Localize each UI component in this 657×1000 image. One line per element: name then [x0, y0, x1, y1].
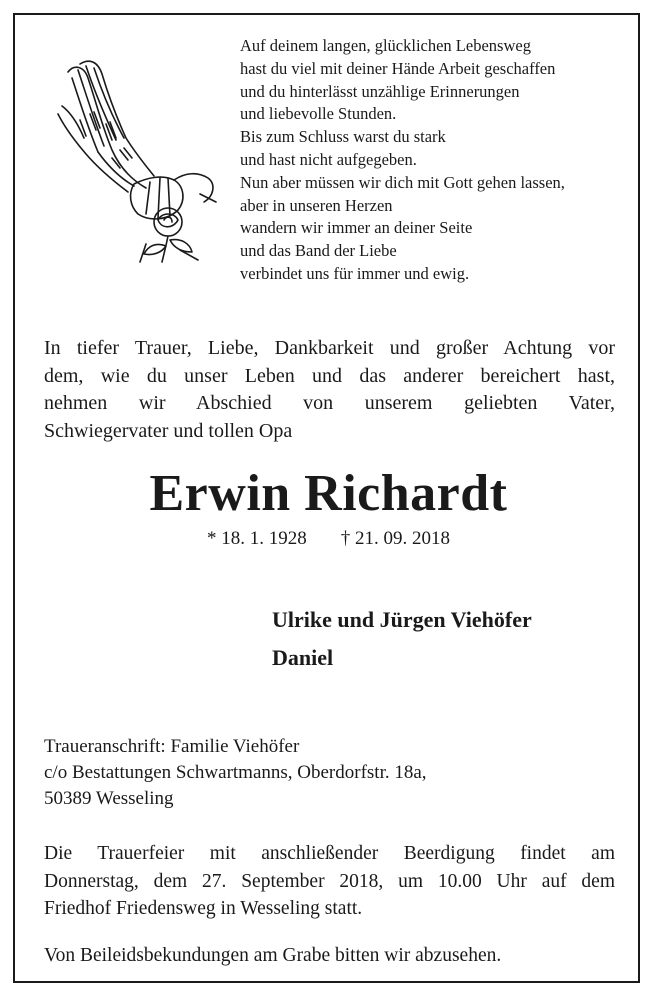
intro-line: Schwiegervater und tollen Opa	[44, 419, 293, 442]
poem-line: hast du viel mit deiner Hände Arbeit geschaffen	[240, 58, 556, 78]
poem-line: wandern wir immer an deiner Seite	[240, 218, 473, 238]
poem-line: Bis zum Schluss warst du stark	[240, 127, 446, 147]
closing-note: Von Beileidsbekundungen am Grabe bitten wir abzusehen.	[44, 945, 502, 966]
ceremony-line: Friedhof Friedensweg in Wesseling statt.	[44, 898, 363, 919]
poem-line: aber in unseren Herzen	[240, 195, 393, 215]
poem-line: Auf deinem langen, glücklichen Lebensweg	[240, 36, 531, 55]
intro-line: nehmen wir Abschied von unserem geliebten Vater,	[44, 392, 615, 414]
mourner-line: Ulrike und Jürgen Viehöfer	[272, 607, 532, 632]
poem-line: verbindet uns für immer und ewig.	[240, 263, 470, 283]
poem-line: und das Band der Liebe	[240, 241, 397, 261]
mourning-address	[44, 734, 427, 812]
poem-line: Nun aber müssen wir dich mit Gott gehen lassen,	[240, 172, 565, 192]
ceremony-line: Donnerstag, dem 27. September 2018, um 10.00 Uhr auf dem	[44, 870, 615, 892]
intro-line: In tiefer Trauer, Liebe, Dankbarkeit und großer Achtung vor	[44, 337, 615, 359]
ceremony-line: Die Trauerfeier mit anschließender Beerdigung findet am	[44, 843, 615, 864]
mourners	[272, 601, 532, 677]
deceased-name: Erwin Richardt	[149, 465, 508, 522]
life-dates	[0, 527, 657, 551]
praying-hands-icon	[50, 54, 220, 266]
ceremony-paragraph	[44, 840, 615, 923]
poem-line: und du hinterlässt unzählige Erinnerungen	[240, 81, 520, 101]
address-line: Traueranschrift: Familie Viehöfer	[44, 736, 300, 757]
address-line: c/o Bestattungen Schwartmanns, Oberdorfstr. 18a,	[44, 762, 427, 783]
death-date: † 21. 09. 2018	[340, 528, 450, 549]
address-line: 50389 Wesseling	[44, 788, 174, 809]
poem-line: und liebevolle Stunden.	[240, 104, 397, 124]
poem-line: und hast nicht aufgegeben.	[240, 149, 417, 169]
mourner-line: Daniel	[272, 645, 334, 670]
birth-date: * 18. 1. 1928	[207, 528, 307, 549]
intro-paragraph	[44, 335, 615, 445]
intro-line: dem, wie du unser Leben und das anderer bereichert hast,	[44, 364, 615, 387]
poem	[240, 35, 630, 286]
